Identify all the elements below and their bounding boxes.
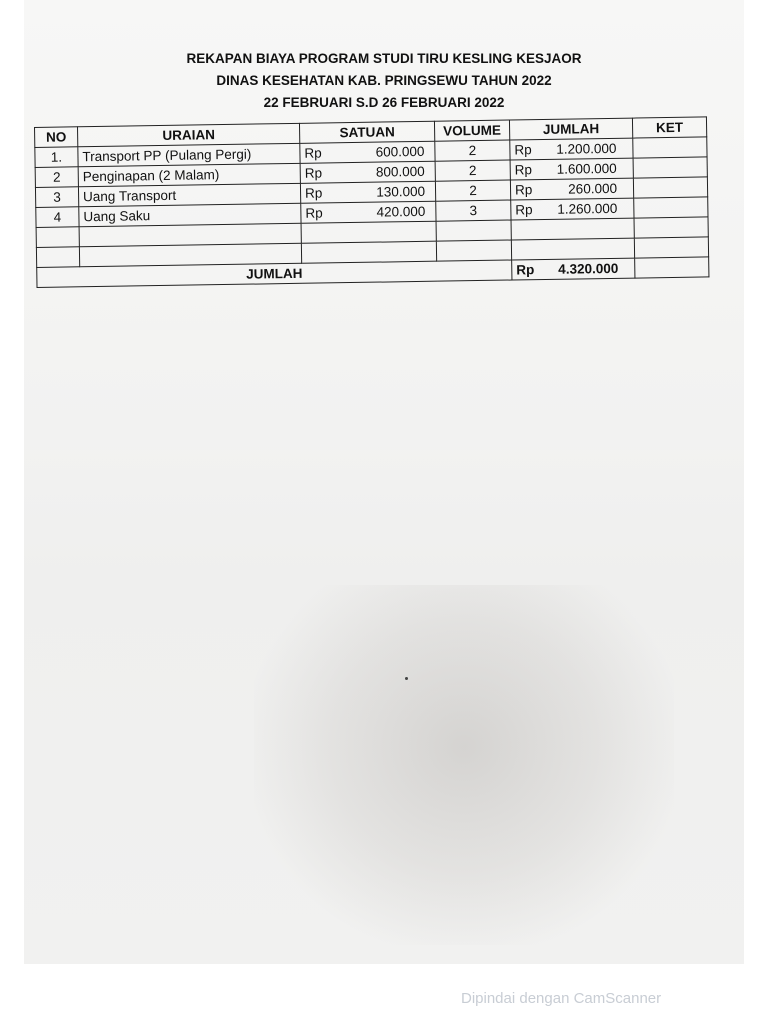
currency-label: Rp <box>514 182 533 198</box>
title-line-3: 22 FEBRUARI S.D 26 FEBRUARI 2022 <box>263 95 505 110</box>
empty-cell <box>511 218 634 240</box>
currency-label: Rp <box>515 202 533 218</box>
cell-uraian: Penginapan (2 Malam) <box>78 163 300 186</box>
header-uraian: URAIAN <box>78 123 300 146</box>
title-line-2: DINAS KESEHATAN KAB. PRINGSEWU TAHUN 2022 <box>216 73 552 88</box>
cell-satuan <box>300 181 435 203</box>
satuan-amount: 800.000 <box>375 163 425 180</box>
cell-ket <box>633 177 707 198</box>
empty-cell <box>511 238 634 260</box>
cell-no: 4 <box>36 207 79 228</box>
cell-satuan <box>300 141 435 163</box>
document-title <box>24 48 744 114</box>
cell-uraian: Transport PP (Pulang Pergi) <box>78 143 300 166</box>
empty-cell <box>436 240 511 261</box>
total-value-cell <box>512 258 635 280</box>
scanned-page <box>24 0 744 964</box>
title-line-1: REKAPAN BIAYA PROGRAM STUDI TIRU KESLING KESJAOR <box>186 51 582 66</box>
total-amount: 4.320.000 <box>558 260 619 277</box>
empty-cell <box>36 247 79 268</box>
total-label: JUMLAH <box>37 260 512 287</box>
header-satuan: SATUAN <box>299 121 434 143</box>
empty-cell <box>634 237 708 258</box>
cost-table-container <box>34 116 708 288</box>
header-ket: KET <box>632 117 706 138</box>
empty-cell <box>301 241 436 263</box>
satuan-amount: 600.000 <box>375 143 425 160</box>
header-jumlah: JUMLAH <box>509 118 632 140</box>
cell-volume: 2 <box>435 140 510 161</box>
cell-ket <box>634 197 708 218</box>
satuan-amount: 420.000 <box>376 203 426 220</box>
cell-uraian: Uang Saku <box>79 203 301 226</box>
cell-no: 3 <box>35 187 78 208</box>
camera-shadow <box>254 585 674 945</box>
satuan-amount: 130.000 <box>376 183 426 200</box>
header-volume: VOLUME <box>434 120 509 141</box>
cell-volume: 2 <box>435 160 510 181</box>
cell-jumlah <box>510 178 633 200</box>
jumlah-amount: 1.260.000 <box>557 200 618 217</box>
empty-cell <box>301 221 436 243</box>
cell-satuan <box>300 161 435 183</box>
empty-cell <box>436 220 511 241</box>
cell-ket <box>633 137 707 158</box>
cell-jumlah <box>511 198 634 220</box>
cell-no: 2 <box>35 167 78 188</box>
jumlah-amount: 1.200.000 <box>556 140 617 157</box>
total-ket-cell <box>635 257 709 278</box>
cell-no: 1. <box>35 147 78 168</box>
currency-label: Rp <box>514 142 532 158</box>
currency-label: Rp <box>305 205 323 221</box>
cell-volume: 2 <box>435 180 510 201</box>
cell-jumlah <box>510 158 633 180</box>
empty-cell <box>634 217 708 238</box>
cell-jumlah <box>510 138 633 160</box>
jumlah-amount: 1.600.000 <box>556 160 617 177</box>
cell-satuan <box>301 201 436 223</box>
camscanner-watermark: Dipindai dengan CamScanner <box>461 990 662 1007</box>
paper-speck <box>405 677 408 680</box>
jumlah-amount: 260.000 <box>568 180 618 197</box>
currency-label: Rp <box>304 185 323 201</box>
cost-table <box>34 116 709 288</box>
cell-uraian: Uang Transport <box>78 183 300 206</box>
currency-label: Rp <box>516 262 535 278</box>
cell-ket <box>633 157 707 178</box>
empty-cell <box>36 227 79 248</box>
currency-label: Rp <box>304 165 323 181</box>
header-no: NO <box>35 127 78 148</box>
cell-volume: 3 <box>436 200 511 221</box>
currency-label: Rp <box>304 145 322 161</box>
currency-label: Rp <box>514 162 533 178</box>
